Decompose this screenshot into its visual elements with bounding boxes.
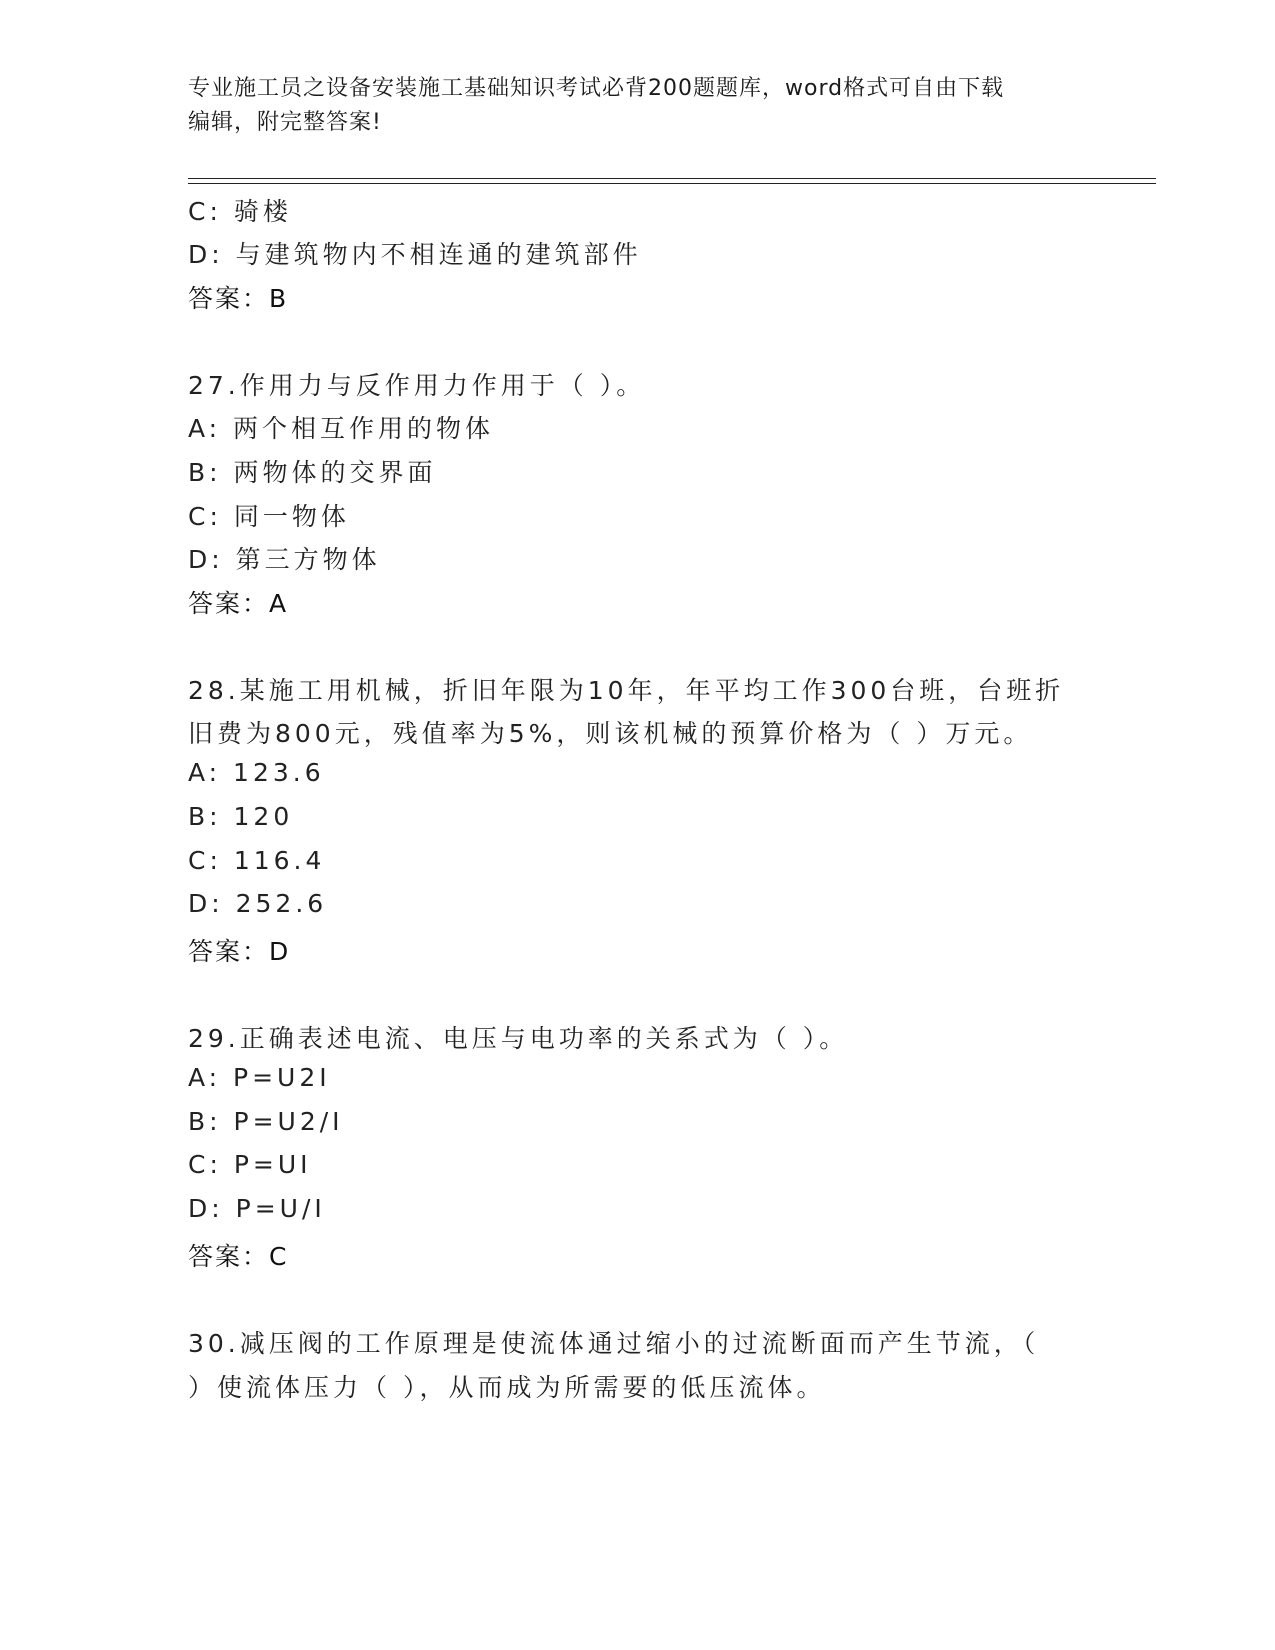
q28-answer: 答案：D [188, 937, 291, 966]
document-header [188, 72, 1068, 140]
q28-stem-line-1: 28.某施工用机械，折旧年限为10年，年平均工作300台班，台班折 [188, 676, 1065, 705]
q28-option-c: C: 116.4 [188, 846, 326, 875]
q26-answer: 答案：B [188, 284, 289, 313]
q26-option-d: D: 与建筑物内不相连通的建筑部件 [188, 240, 642, 269]
q28-stem-line-2: 旧费为800元，残值率为5%，则该机械的预算价格为（ ）万元。 [188, 719, 1033, 748]
q29-stem: 29.正确表述电流、电压与电功率的关系式为（ ）。 [188, 1024, 849, 1053]
header-divider-top [188, 178, 1156, 179]
q29-option-c: C: P=UI [188, 1150, 312, 1179]
q26-option-c: C: 骑楼 [188, 197, 292, 226]
q30-stem-line-2: ）使流体压力（ ），从而成为所需要的低压流体。 [188, 1373, 826, 1402]
q30-stem-line-1: 30.减压阀的工作原理是使流体通过缩小的过流断面而产生节流，（ [188, 1329, 1040, 1358]
q28-option-d: D: 252.6 [188, 889, 328, 918]
q29-option-d: D: P=U/I [188, 1194, 326, 1223]
q29-option-b: B: P=U2/I [188, 1107, 344, 1136]
q28-option-a: A: 123.6 [188, 758, 325, 787]
q28-option-b: B: 120 [188, 802, 294, 831]
q29-answer: 答案：C [188, 1242, 289, 1271]
q27-option-b: B: 两物体的交界面 [188, 458, 437, 487]
q27-option-a: A: 两个相互作用的物体 [188, 414, 495, 443]
q27-stem: 27.作用力与反作用力作用于（ ）。 [188, 371, 646, 400]
header-divider-bottom [188, 183, 1156, 184]
header-title-line-2: 编辑，附完整答案! [188, 110, 382, 135]
q29-option-a: A: P=U2I [188, 1063, 331, 1092]
q27-option-c: C: 同一物体 [188, 502, 350, 531]
q27-answer: 答案：A [188, 589, 289, 618]
header-title-line-1: 专业施工员之设备安装施工基础知识考试必背200题题库，word格式可自由下载 [188, 76, 1005, 101]
q27-option-d: D: 第三方物体 [188, 545, 381, 574]
